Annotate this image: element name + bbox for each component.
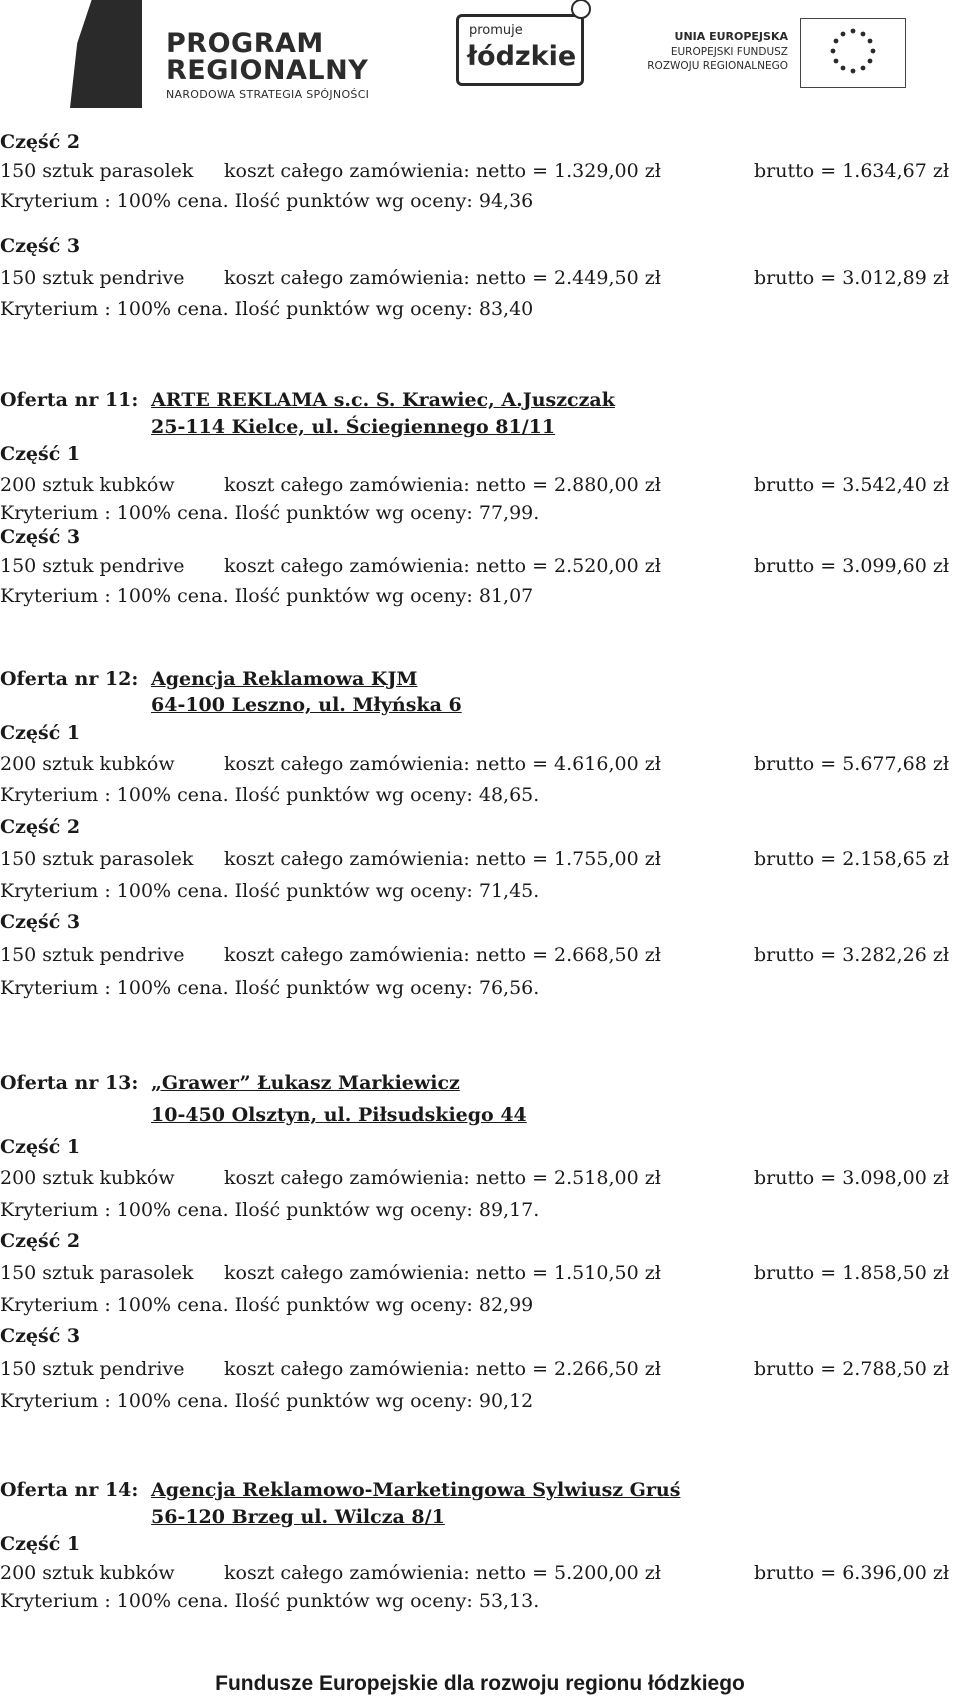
offer-address: 10-450 Olsztyn, ul. Piłsudskiego 44 — [151, 1104, 527, 1126]
netto: koszt całego zamówienia: netto = 2.266,50 zł — [224, 1358, 661, 1380]
offer-address: 56-120 Brzeg ul. Wilcza 8/1 — [151, 1506, 445, 1528]
item: 150 sztuk parasolek — [0, 1262, 194, 1284]
brutto: brutto = 2.158,65 zł — [754, 848, 950, 870]
part-label: Część 2 — [0, 816, 81, 838]
kryterium: Kryterium : 100% cena. Ilość punktów wg oceny: 71,45. — [0, 880, 540, 902]
part-row — [0, 1558, 960, 1588]
netto: koszt całego zamówienia: netto = 5.200,00 zł — [224, 1562, 661, 1584]
part-row — [0, 470, 960, 500]
item: 200 sztuk kubków — [0, 753, 175, 775]
intro-part-label: Część 2 — [0, 131, 81, 153]
netto: koszt całego zamówienia: netto = 2.668,50 zł — [224, 944, 661, 966]
offer-label: Oferta nr 11: — [0, 389, 139, 411]
lodz-big-text: łódzkie — [467, 41, 577, 72]
ue-line2: EUROPEJSKI FUNDUSZ — [670, 46, 788, 58]
netto: koszt całego zamówienia: netto = 1.329,00 zł — [224, 160, 661, 182]
part-row — [0, 1163, 960, 1193]
item: 150 sztuk pendrive — [0, 1358, 185, 1380]
ue-line1: UNIA EUROPEJSKA — [674, 30, 788, 43]
part-row — [0, 844, 960, 874]
part-row — [0, 940, 960, 970]
ue-line3: ROZWOJU REGIONALNEGO — [647, 60, 788, 72]
part-label: Część 1 — [0, 1533, 81, 1555]
part-label: Część 3 — [0, 1325, 81, 1347]
program-line2: REGIONALNY — [166, 55, 369, 86]
item: 200 sztuk kubków — [0, 1562, 175, 1584]
item: 150 sztuk pendrive — [0, 555, 185, 577]
offer-company: „Grawer” Łukasz Markiewicz — [151, 1072, 460, 1094]
item: 150 sztuk pendrive — [0, 944, 185, 966]
part-row — [0, 749, 960, 779]
offer-company: ARTE REKLAMA s.c. S. Krawiec, A.Juszczak — [151, 389, 615, 411]
part-row — [0, 551, 960, 581]
netto: koszt całego zamówienia: netto = 2.520,00 zł — [224, 555, 661, 577]
eu-flag-icon — [800, 18, 906, 88]
part-row — [0, 1354, 960, 1384]
eu-logo — [647, 18, 906, 88]
lodz-badge-icon — [571, 0, 591, 19]
lodz-small-text: promuje — [469, 23, 523, 38]
offer-label: Oferta nr 14: — [0, 1479, 139, 1501]
kryterium: Kryterium : 100% cena. Ilość punktów wg oceny: 76,56. — [0, 977, 540, 999]
netto: koszt całego zamówienia: netto = 2.449,50 zł — [224, 267, 661, 289]
brutto: brutto = 2.788,50 zł — [754, 1358, 950, 1380]
offer-label: Oferta nr 12: — [0, 668, 139, 690]
header-logos — [70, 0, 906, 108]
program-regionalny-logo — [70, 0, 410, 108]
netto: koszt całego zamówienia: netto = 2.518,00 zł — [224, 1167, 661, 1189]
brutto: brutto = 6.396,00 zł — [754, 1562, 950, 1584]
brutto: brutto = 3.099,60 zł — [754, 555, 950, 577]
netto: koszt całego zamówienia: netto = 2.880,00 zł — [224, 474, 661, 496]
offer-label: Oferta nr 13: — [0, 1072, 139, 1094]
item: 200 sztuk kubków — [0, 1167, 175, 1189]
brutto: brutto = 3.542,40 zł — [754, 474, 950, 496]
intro-part-label: Część 3 — [0, 235, 81, 257]
part-label: Część 1 — [0, 1136, 81, 1158]
item: 150 sztuk pendrive — [0, 267, 185, 289]
intro-part-row — [0, 156, 960, 186]
brutto: brutto = 3.282,26 zł — [754, 944, 950, 966]
kryterium: Kryterium : 100% cena. Ilość punktów wg oceny: 90,12 — [0, 1390, 534, 1412]
promuje-lodzkie-logo — [456, 14, 584, 86]
item: 150 sztuk parasolek — [0, 160, 194, 182]
item: 200 sztuk kubków — [0, 474, 175, 496]
program-line1: PROGRAM — [166, 28, 324, 59]
part-label: Część 1 — [0, 722, 81, 744]
part-label: Część 1 — [0, 443, 81, 465]
kryterium: Kryterium : 100% cena. Ilość punktów wg oceny: 83,40 — [0, 298, 534, 320]
brutto: brutto = 3.012,89 zł — [754, 267, 950, 289]
program-line3: NARODOWA STRATEGIA SPÓJNOŚCI — [166, 88, 370, 101]
kryterium: Kryterium : 100% cena. Ilość punktów wg oceny: 48,65. — [0, 784, 540, 806]
intro-part-row — [0, 263, 960, 293]
footer-text: Fundusze Europejskie dla rozwoju regionu łódzkiego — [215, 1672, 745, 1695]
offer-company: Agencja Reklamowo-Marketingowa Sylwiusz Gruś — [151, 1479, 681, 1501]
netto: koszt całego zamówienia: netto = 4.616,00 zł — [224, 753, 661, 775]
nss-star-logo-icon — [70, 0, 142, 108]
part-label: Część 2 — [0, 1230, 81, 1252]
part-label: Część 3 — [0, 526, 81, 548]
kryterium: Kryterium : 100% cena. Ilość punktów wg oceny: 94,36 — [0, 190, 534, 212]
brutto: brutto = 5.677,68 zł — [754, 753, 950, 775]
kryterium: Kryterium : 100% cena. Ilość punktów wg oceny: 77,99. — [0, 502, 540, 524]
brutto: brutto = 1.634,67 zł — [754, 160, 950, 182]
netto: koszt całego zamówienia: netto = 1.755,00 zł — [224, 848, 661, 870]
part-label: Część 3 — [0, 911, 81, 933]
offer-company: Agencja Reklamowa KJM — [151, 668, 418, 690]
brutto: brutto = 1.858,50 zł — [754, 1262, 950, 1284]
part-row — [0, 1258, 960, 1288]
kryterium: Kryterium : 100% cena. Ilość punktów wg oceny: 82,99 — [0, 1294, 534, 1316]
brutto: brutto = 3.098,00 zł — [754, 1167, 950, 1189]
kryterium: Kryterium : 100% cena. Ilość punktów wg oceny: 81,07 — [0, 585, 534, 607]
offer-address: 64-100 Leszno, ul. Młyńska 6 — [151, 694, 462, 716]
netto: koszt całego zamówienia: netto = 1.510,50 zł — [224, 1262, 661, 1284]
offer-address: 25-114 Kielce, ul. Ściegiennego 81/11 — [151, 416, 556, 438]
kryterium: Kryterium : 100% cena. Ilość punktów wg oceny: 53,13. — [0, 1590, 540, 1612]
item: 150 sztuk parasolek — [0, 848, 194, 870]
kryterium: Kryterium : 100% cena. Ilość punktów wg oceny: 89,17. — [0, 1199, 540, 1221]
